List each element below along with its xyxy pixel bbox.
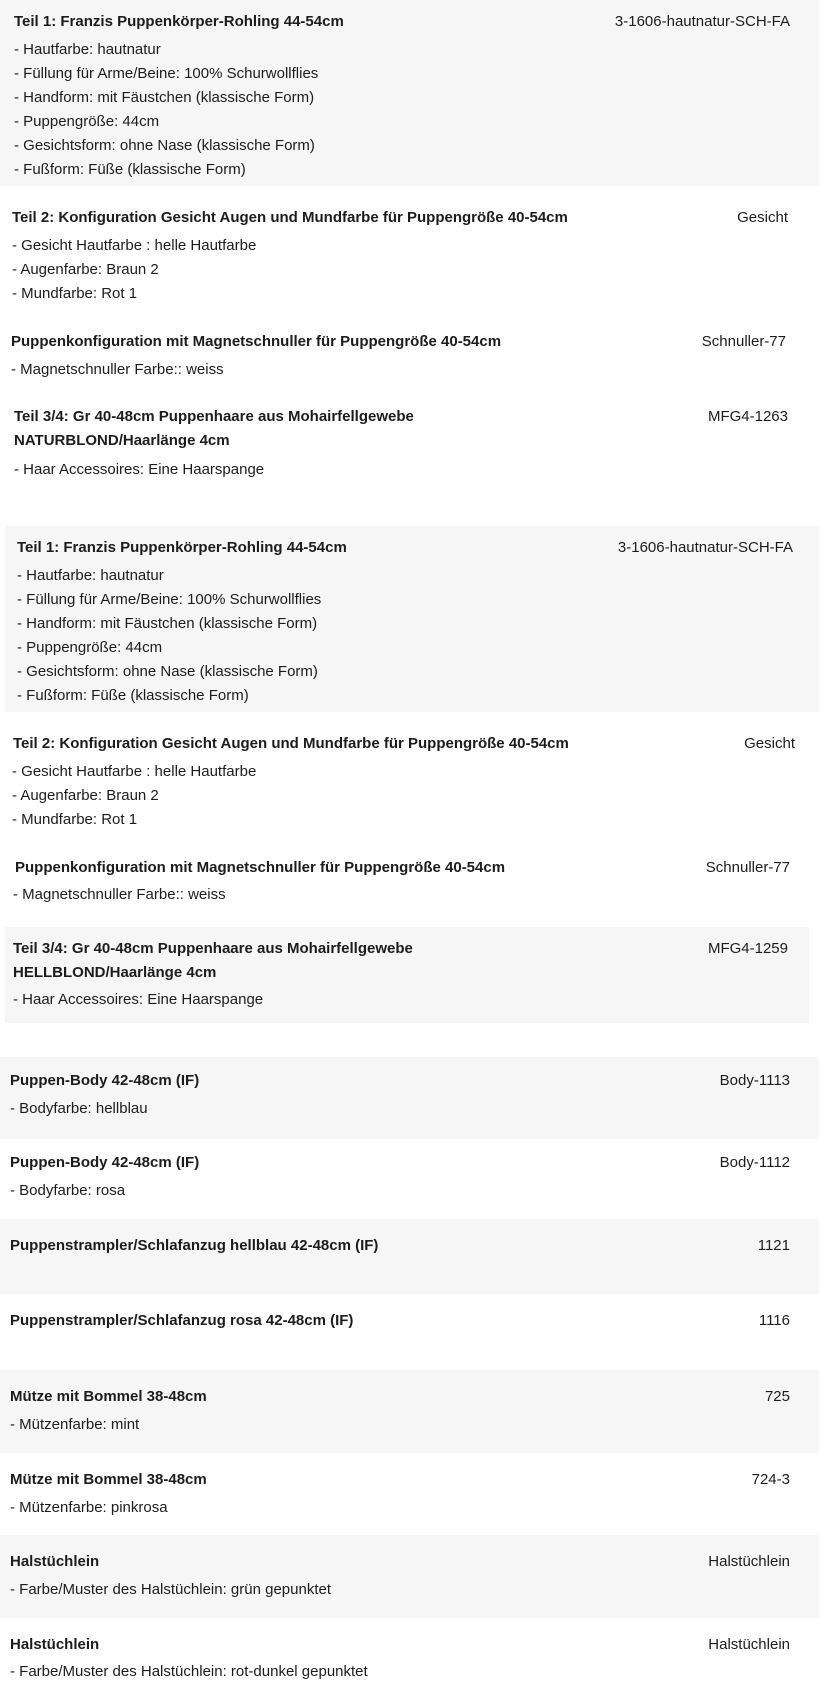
item-options xyxy=(10,1660,610,1684)
item-options xyxy=(12,234,612,306)
order-item xyxy=(0,196,819,306)
order-item xyxy=(0,1219,819,1294)
order-item xyxy=(5,927,809,1023)
item-option: - Fußform: Füße (klassische Form) xyxy=(17,687,249,704)
item-option: - Haar Accessoires: Eine Haarspange xyxy=(14,461,265,478)
order-item xyxy=(0,1535,819,1618)
item-option: - Haar Accessoires: Eine Haarspange xyxy=(13,991,264,1008)
item-name: Puppenstrampler/Schlafanzug rosa 42-48cm (IF) xyxy=(10,1312,354,1329)
order-item xyxy=(5,526,819,712)
item-name: Teil 3/4: Gr 40-48cm Puppenhaare aus Mohairfellgewebe NATURBLOND/Haarlänge 4cm xyxy=(14,408,414,449)
item-name: Teil 3/4: Gr 40-48cm Puppenhaare aus Mohairfellgewebe HELLBLOND/Haarlänge 4cm xyxy=(13,940,413,981)
item-option: - Hautfarbe: hautnatur xyxy=(14,41,161,58)
item-option: - Hautfarbe: hautnatur xyxy=(17,567,164,584)
item-sku: 1121 xyxy=(757,1237,790,1254)
order-item xyxy=(0,0,819,186)
item-option: - Gesichtsform: ohne Nase (klassische Form) xyxy=(14,137,315,154)
order-item xyxy=(0,1294,819,1370)
order-item xyxy=(0,1057,819,1139)
order-item xyxy=(0,1618,819,1694)
order-item xyxy=(0,1139,819,1219)
item-option: - Puppengröße: 44cm xyxy=(14,113,160,130)
item-options xyxy=(17,564,617,708)
item-option: - Handform: mit Fäustchen (klassische Form) xyxy=(14,89,315,106)
item-sku: Gesicht xyxy=(737,209,788,226)
item-options xyxy=(11,358,611,382)
item-option: - Mützenfarbe: mint xyxy=(10,1416,140,1433)
item-name: Puppen-Body 42-48cm (IF) xyxy=(10,1072,200,1089)
order-item xyxy=(0,320,819,390)
order-item xyxy=(0,1370,819,1453)
item-name: Halstüchlein xyxy=(10,1636,100,1653)
item-options xyxy=(13,883,613,907)
item-sku: Halstüchlein xyxy=(708,1553,790,1570)
item-options xyxy=(10,1097,610,1121)
order-item xyxy=(0,1453,819,1535)
order-item xyxy=(0,722,819,832)
item-name: Mütze mit Bommel 38-48cm xyxy=(10,1388,207,1405)
item-sku: Gesicht xyxy=(744,735,795,752)
item-options xyxy=(10,1578,610,1602)
item-option: - Farbe/Muster des Halstüchlein: rot-dunkel gepunktet xyxy=(10,1663,368,1680)
item-option: - Puppengröße: 44cm xyxy=(17,639,163,656)
item-option: - Mundfarbe: Rot 1 xyxy=(12,811,138,828)
item-options xyxy=(10,1179,610,1203)
item-name: Halstüchlein xyxy=(10,1553,100,1570)
item-name: Teil 2: Konfiguration Gesicht Augen und Mundfarbe für Puppengröße 40-54cm xyxy=(13,735,569,752)
item-sku: Halstüchlein xyxy=(708,1636,790,1653)
item-option: - Handform: mit Fäustchen (klassische Form) xyxy=(17,615,318,632)
item-options xyxy=(14,38,614,182)
item-sku: 3-1606-hautnatur-SCH-FA xyxy=(617,539,793,556)
item-options xyxy=(10,1496,610,1520)
item-option: - Gesicht Hautfarbe : helle Hautfarbe xyxy=(12,763,257,780)
item-name: Teil 1: Franzis Puppenkörper-Rohling 44-54cm xyxy=(17,539,347,556)
item-option: - Füllung für Arme/Beine: 100% Schurwollflies xyxy=(14,65,319,82)
item-sku: Schnuller-77 xyxy=(701,333,786,350)
order-item xyxy=(0,395,819,495)
item-sku: MFG4-1263 xyxy=(707,408,788,425)
item-option: - Farbe/Muster des Halstüchlein: grün gepunktet xyxy=(10,1581,331,1598)
item-name: Mütze mit Bommel 38-48cm xyxy=(10,1471,207,1488)
item-option: - Magnetschnuller Farbe:: weiss xyxy=(11,361,224,378)
item-option: - Mundfarbe: Rot 1 xyxy=(12,285,138,302)
order-item xyxy=(0,856,819,926)
item-sku: MFG4-1259 xyxy=(707,940,788,957)
item-sku: Body-1113 xyxy=(719,1072,790,1089)
item-options xyxy=(10,1413,610,1437)
item-name: Puppen-Body 42-48cm (IF) xyxy=(10,1154,200,1171)
item-option: - Bodyfarbe: hellblau xyxy=(10,1100,148,1117)
item-options xyxy=(13,988,613,1012)
item-name: Puppenkonfiguration mit Magnetschnuller für Puppengröße 40-54cm xyxy=(15,859,506,876)
item-option: - Fußform: Füße (klassische Form) xyxy=(14,161,246,178)
item-option: - Mützenfarbe: pinkrosa xyxy=(10,1499,168,1516)
item-name: Teil 1: Franzis Puppenkörper-Rohling 44-54cm xyxy=(14,13,344,30)
item-options xyxy=(14,458,614,482)
item-name: Puppenstrampler/Schlafanzug hellblau 42-48cm (IF) xyxy=(10,1237,379,1254)
item-option: - Augenfarbe: Braun 2 xyxy=(12,261,159,278)
item-sku: Schnuller-77 xyxy=(705,859,790,876)
item-option: - Bodyfarbe: rosa xyxy=(10,1182,126,1199)
item-option: - Augenfarbe: Braun 2 xyxy=(12,787,159,804)
item-sku: 3-1606-hautnatur-SCH-FA xyxy=(614,13,790,30)
item-sku: 1116 xyxy=(758,1312,790,1329)
item-name: Teil 2: Konfiguration Gesicht Augen und Mundfarbe für Puppengröße 40-54cm xyxy=(12,209,568,226)
item-options xyxy=(12,760,612,832)
item-sku: 725 xyxy=(764,1388,790,1405)
item-name: Puppenkonfiguration mit Magnetschnuller für Puppengröße 40-54cm xyxy=(11,333,502,350)
item-option: - Gesichtsform: ohne Nase (klassische Form) xyxy=(17,663,318,680)
item-sku: 724-3 xyxy=(751,1471,790,1488)
item-option: - Magnetschnuller Farbe:: weiss xyxy=(13,886,226,903)
item-option: - Füllung für Arme/Beine: 100% Schurwollflies xyxy=(17,591,322,608)
item-sku: Body-1112 xyxy=(719,1154,790,1171)
item-option: - Gesicht Hautfarbe : helle Hautfarbe xyxy=(12,237,257,254)
